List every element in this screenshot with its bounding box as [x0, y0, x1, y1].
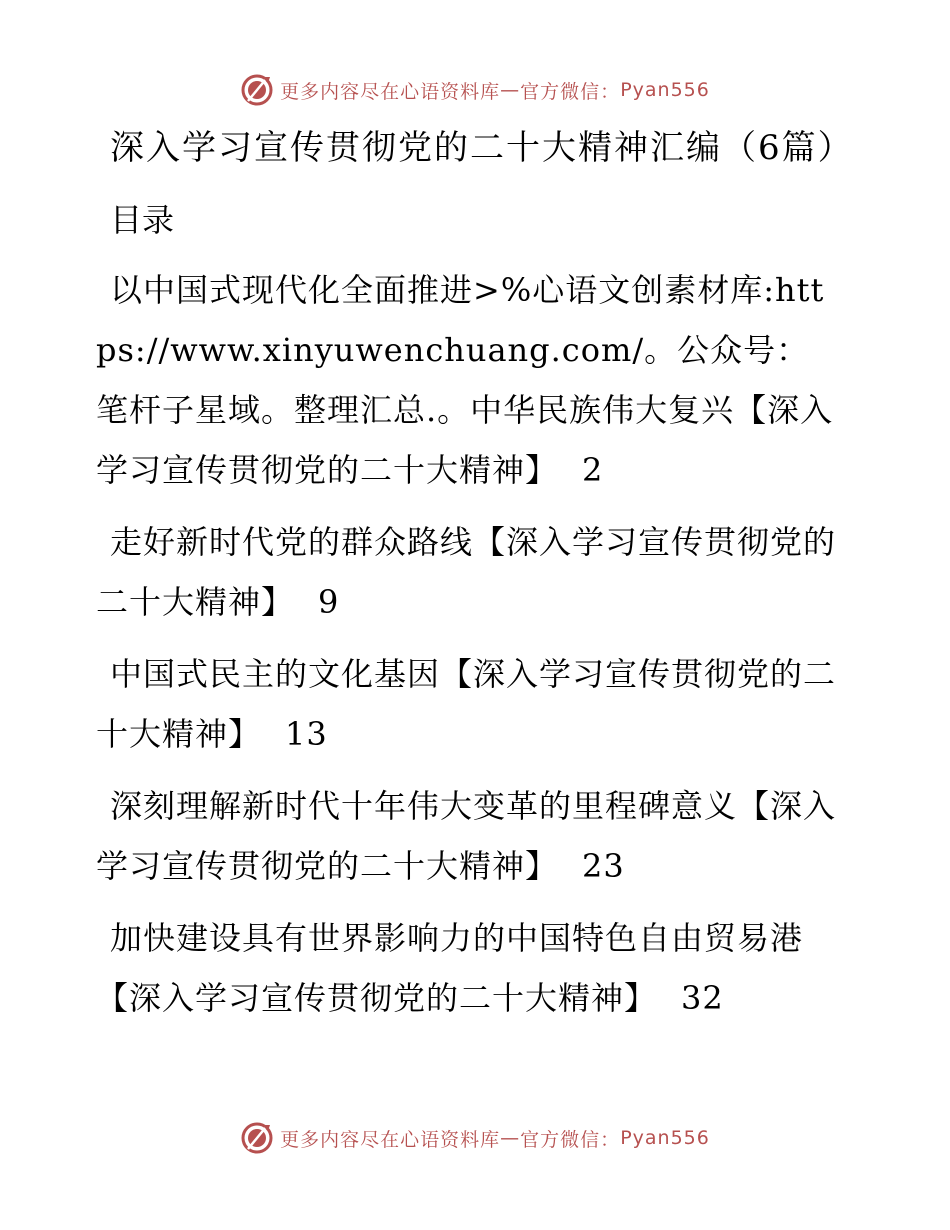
watermark-contact-label: 官方微信：: [520, 80, 621, 103]
toc-entry-page: 32: [681, 979, 724, 1017]
toc-entry-page: 2: [582, 451, 604, 489]
toc-entry: [96, 644, 836, 764]
watermark-separator: —: [500, 79, 521, 101]
quill-seal-icon: [240, 73, 274, 107]
toc-entry: [96, 776, 836, 896]
watermark-brand: 更多内容尽在心语资料库: [280, 80, 501, 103]
toc-entry-page: 9: [318, 583, 340, 621]
toc-entry-text: 深刻理解新时代十年伟大变革的里程碑意义【深入学习宣传贯彻党的二十大精神】: [96, 787, 837, 885]
toc-entry-text: 加快建设具有世界影响力的中国特色自由贸易港【深入学习宣传贯彻党的二十大精神】: [96, 919, 804, 1017]
toc-entry-page: 23: [582, 847, 625, 885]
toc-entry-page: 13: [285, 715, 328, 753]
document-title: 深入学习宣传贯彻党的二十大精神汇编（6篇）: [110, 128, 854, 168]
footer-watermark: [0, 1118, 950, 1158]
toc-entry: [96, 908, 836, 1028]
toc-entry-text: 中国式民主的文化基因【深入学习宣传贯彻党的二十大精神】: [96, 655, 837, 753]
watermark-brand: 更多内容尽在心语资料库: [280, 1128, 501, 1151]
toc-heading: 目录: [110, 201, 175, 239]
watermark-separator: —: [500, 1127, 521, 1149]
watermark-contact-label: 官方微信：: [520, 1128, 621, 1151]
quill-seal-icon: [240, 1121, 274, 1155]
header-watermark: [0, 70, 950, 110]
watermark-contact-id: Pyan556: [620, 1127, 710, 1149]
toc-entry-text: 以中国式现代化全面推进>%心语文创素材库:https://www.xinyuwenchuang.com/。公众号：笔杆子星域。整理汇总.。中华民族伟大复兴【深入学习宣传贯彻党的二十大精神】: [96, 271, 834, 489]
toc-entry: [96, 512, 836, 632]
document-body: [96, 120, 854, 1040]
watermark-contact-id: Pyan556: [620, 79, 710, 101]
toc-entry: [96, 260, 836, 500]
toc-entry-text: 走好新时代党的群众路线【深入学习宣传贯彻党的二十大精神】: [96, 523, 837, 621]
